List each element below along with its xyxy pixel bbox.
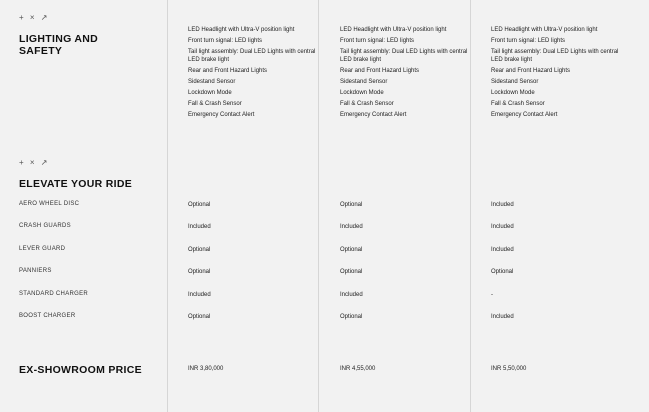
feature-item: Fall & Crash Sensor bbox=[188, 100, 242, 107]
row-value: Included bbox=[188, 292, 211, 298]
row-value: Optional bbox=[188, 202, 211, 208]
feature-item: Front turn signal: LED lights bbox=[491, 38, 566, 44]
row-value: Included bbox=[491, 202, 514, 208]
price-label: EX-SHOWROOM PRICE bbox=[19, 364, 142, 376]
feature-item: Lockdown Mode bbox=[340, 89, 384, 96]
row-label: PANNIERS bbox=[19, 268, 52, 274]
feature-item: Emergency Contact Alert bbox=[188, 111, 255, 118]
feature-item: LED Headlight with Ultra-V position light bbox=[188, 27, 295, 33]
section-title-elevate: ELEVATE YOUR RIDE bbox=[19, 178, 133, 190]
feature-item: Sidestand Sensor bbox=[188, 78, 236, 85]
row-value: Included bbox=[340, 292, 363, 298]
column-divider bbox=[470, 0, 471, 412]
column-divider bbox=[167, 0, 168, 412]
row-value: Optional bbox=[188, 247, 211, 253]
row-value: Optional bbox=[188, 269, 211, 275]
feature-item: Rear and Front Hazard Lights bbox=[188, 67, 268, 74]
feature-item: Sidestand Sensor bbox=[340, 78, 388, 85]
row-value: Optional bbox=[188, 314, 211, 320]
row-value: Optional bbox=[340, 269, 363, 275]
row-value: Optional bbox=[491, 269, 514, 275]
row-value: Included bbox=[491, 247, 514, 253]
row-label: AERO WHEEL DISC bbox=[19, 201, 80, 207]
feature-item: LED Headlight with Ultra-V position light bbox=[491, 27, 598, 33]
feature-item: Tail light assembly: Dual LED Lights with central LED brake light bbox=[491, 49, 619, 63]
row-value: Optional bbox=[340, 202, 363, 208]
row-value: Included bbox=[491, 314, 514, 320]
row-value: Included bbox=[340, 224, 363, 230]
row-label: STANDARD CHARGER bbox=[19, 291, 89, 297]
lighting-features-col1 bbox=[188, 27, 316, 123]
row-label: CRASH GUARDS bbox=[19, 223, 71, 229]
feature-item: Lockdown Mode bbox=[188, 89, 232, 96]
price-value: INR 4,55,000 bbox=[340, 366, 376, 372]
price-value: INR 5,50,000 bbox=[491, 366, 527, 372]
row-value: Optional bbox=[340, 314, 363, 320]
feature-item: Front turn signal: LED lights bbox=[188, 38, 263, 44]
expand-icons[interactable]: + × ↗ bbox=[19, 13, 50, 22]
column-divider bbox=[318, 0, 319, 412]
feature-item: Tail light assembly: Dual LED Lights with central LED brake light bbox=[188, 49, 316, 63]
row-value: Optional bbox=[340, 247, 363, 253]
section-title-lighting bbox=[19, 33, 98, 57]
section-title-line: LIGHTING AND bbox=[19, 33, 99, 45]
lighting-features-col2 bbox=[340, 27, 468, 123]
row-value: - bbox=[491, 292, 493, 298]
feature-item: Lockdown Mode bbox=[491, 89, 535, 96]
feature-item: Fall & Crash Sensor bbox=[491, 100, 545, 107]
feature-item: Emergency Contact Alert bbox=[491, 111, 558, 118]
feature-item: LED Headlight with Ultra-V position light bbox=[340, 27, 447, 33]
feature-item: Fall & Crash Sensor bbox=[340, 100, 394, 107]
row-label: LEVER GUARD bbox=[19, 246, 66, 252]
row-value: Included bbox=[188, 224, 211, 230]
feature-item: Rear and Front Hazard Lights bbox=[491, 67, 571, 74]
expand-icons[interactable]: + × ↗ bbox=[19, 158, 50, 167]
feature-item: Tail light assembly: Dual LED Lights with central LED brake light bbox=[340, 49, 468, 63]
section-title-line: SAFETY bbox=[19, 45, 63, 57]
feature-item: Front turn signal: LED lights bbox=[340, 38, 415, 44]
lighting-features-col3 bbox=[491, 27, 619, 123]
row-label: BOOST CHARGER bbox=[19, 313, 76, 319]
row-value: Included bbox=[491, 224, 514, 230]
feature-item: Sidestand Sensor bbox=[491, 78, 539, 85]
price-value: INR 3,80,000 bbox=[188, 366, 224, 372]
feature-item: Rear and Front Hazard Lights bbox=[340, 67, 420, 74]
feature-item: Emergency Contact Alert bbox=[340, 111, 407, 118]
